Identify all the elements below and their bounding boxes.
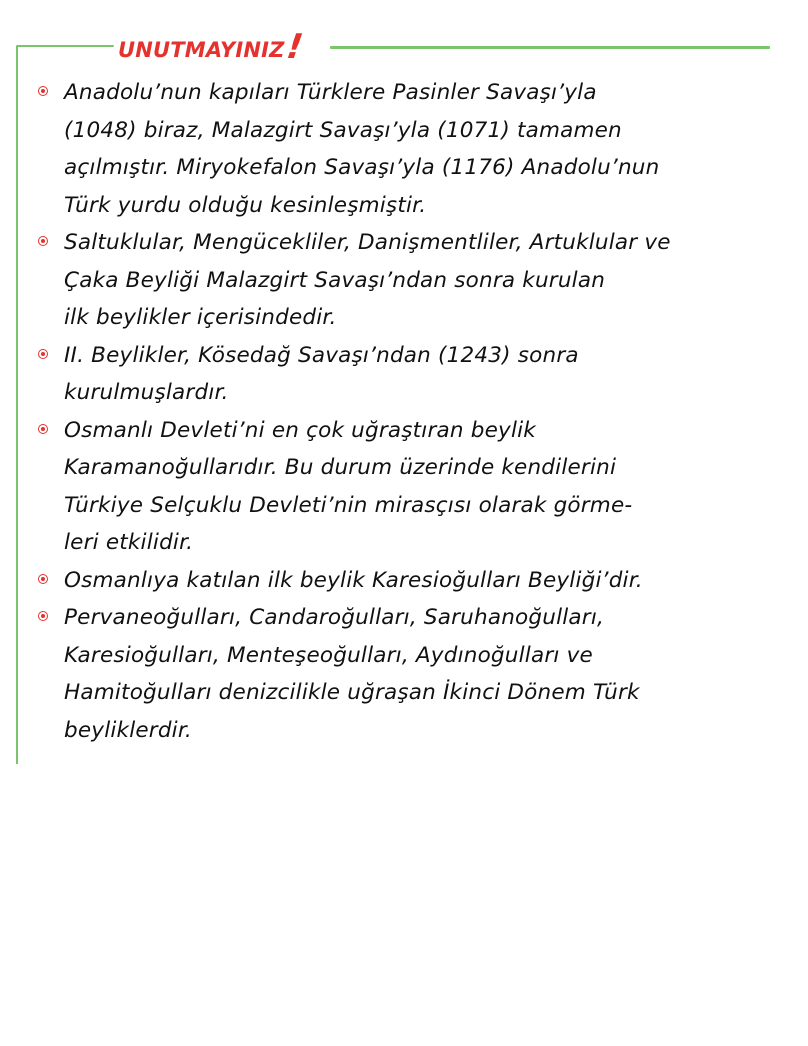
ring-bullet-icon bbox=[38, 349, 48, 359]
list-item bbox=[38, 562, 758, 600]
exclamation-icon: ! bbox=[283, 27, 306, 67]
list-item-text: II. Beylikler, Kösedağ Savaşı’ndan (1243) sonra kurulmuşlardır. bbox=[64, 342, 579, 405]
ring-bullet-icon bbox=[38, 574, 48, 584]
list-item-text: Saltuklular, Mengücekliler, Danişmentliler, Artuklular ve Çaka Beyliği Malazgirt Savaşı’ndan sonra kurulan ilk beylikler içerisindedir. bbox=[64, 230, 671, 330]
reminder-list bbox=[38, 74, 758, 749]
ring-bullet-icon bbox=[38, 236, 48, 246]
list-item-text: Anadolu’nun kapıları Türklere Pasinler Savaşı’yla (1048) biraz, Malazgirt Savaşı’yla (1071) tamamen açılmıştır. Miryokefalon Savaşı’yla (1176) Anadolu’nun Türk yurdu olduğu kesinleşmiştir. bbox=[64, 80, 660, 218]
list-item bbox=[38, 74, 758, 224]
list-item bbox=[38, 412, 758, 562]
list-item bbox=[38, 599, 758, 749]
ring-bullet-icon bbox=[38, 611, 48, 621]
frame-left-line bbox=[16, 46, 18, 764]
ring-bullet-icon bbox=[38, 86, 48, 96]
list-item-text: Osmanlı Devleti’ni en çok uğraştıran beylik Karamanoğullarıdır. Bu durum üzerinde kendilerini Türkiye Selçuklu Devleti’nin mirasçısı olarak görme- leri etkilidir. bbox=[64, 417, 633, 555]
list-item-text: Pervaneoğulları, Candaroğulları, Saruhanoğulları, Karesioğulları, Menteşeoğulları, Aydınoğulları ve Hamitoğulları denizcilikle uğraşan İkinci Dönem Türk beyliklerdir. bbox=[64, 605, 640, 743]
heading-title: UNUTMAYINIZ bbox=[118, 38, 285, 62]
list-item bbox=[38, 337, 758, 412]
list-item bbox=[38, 224, 758, 337]
list-item-text: Osmanlıya katılan ilk beylik Karesioğulları Beyliği’dir. bbox=[64, 567, 643, 593]
frame-top-left-line bbox=[16, 45, 114, 47]
ring-bullet-icon bbox=[38, 424, 48, 434]
frame-top-right-line bbox=[330, 46, 770, 49]
reminder-heading bbox=[118, 26, 306, 67]
